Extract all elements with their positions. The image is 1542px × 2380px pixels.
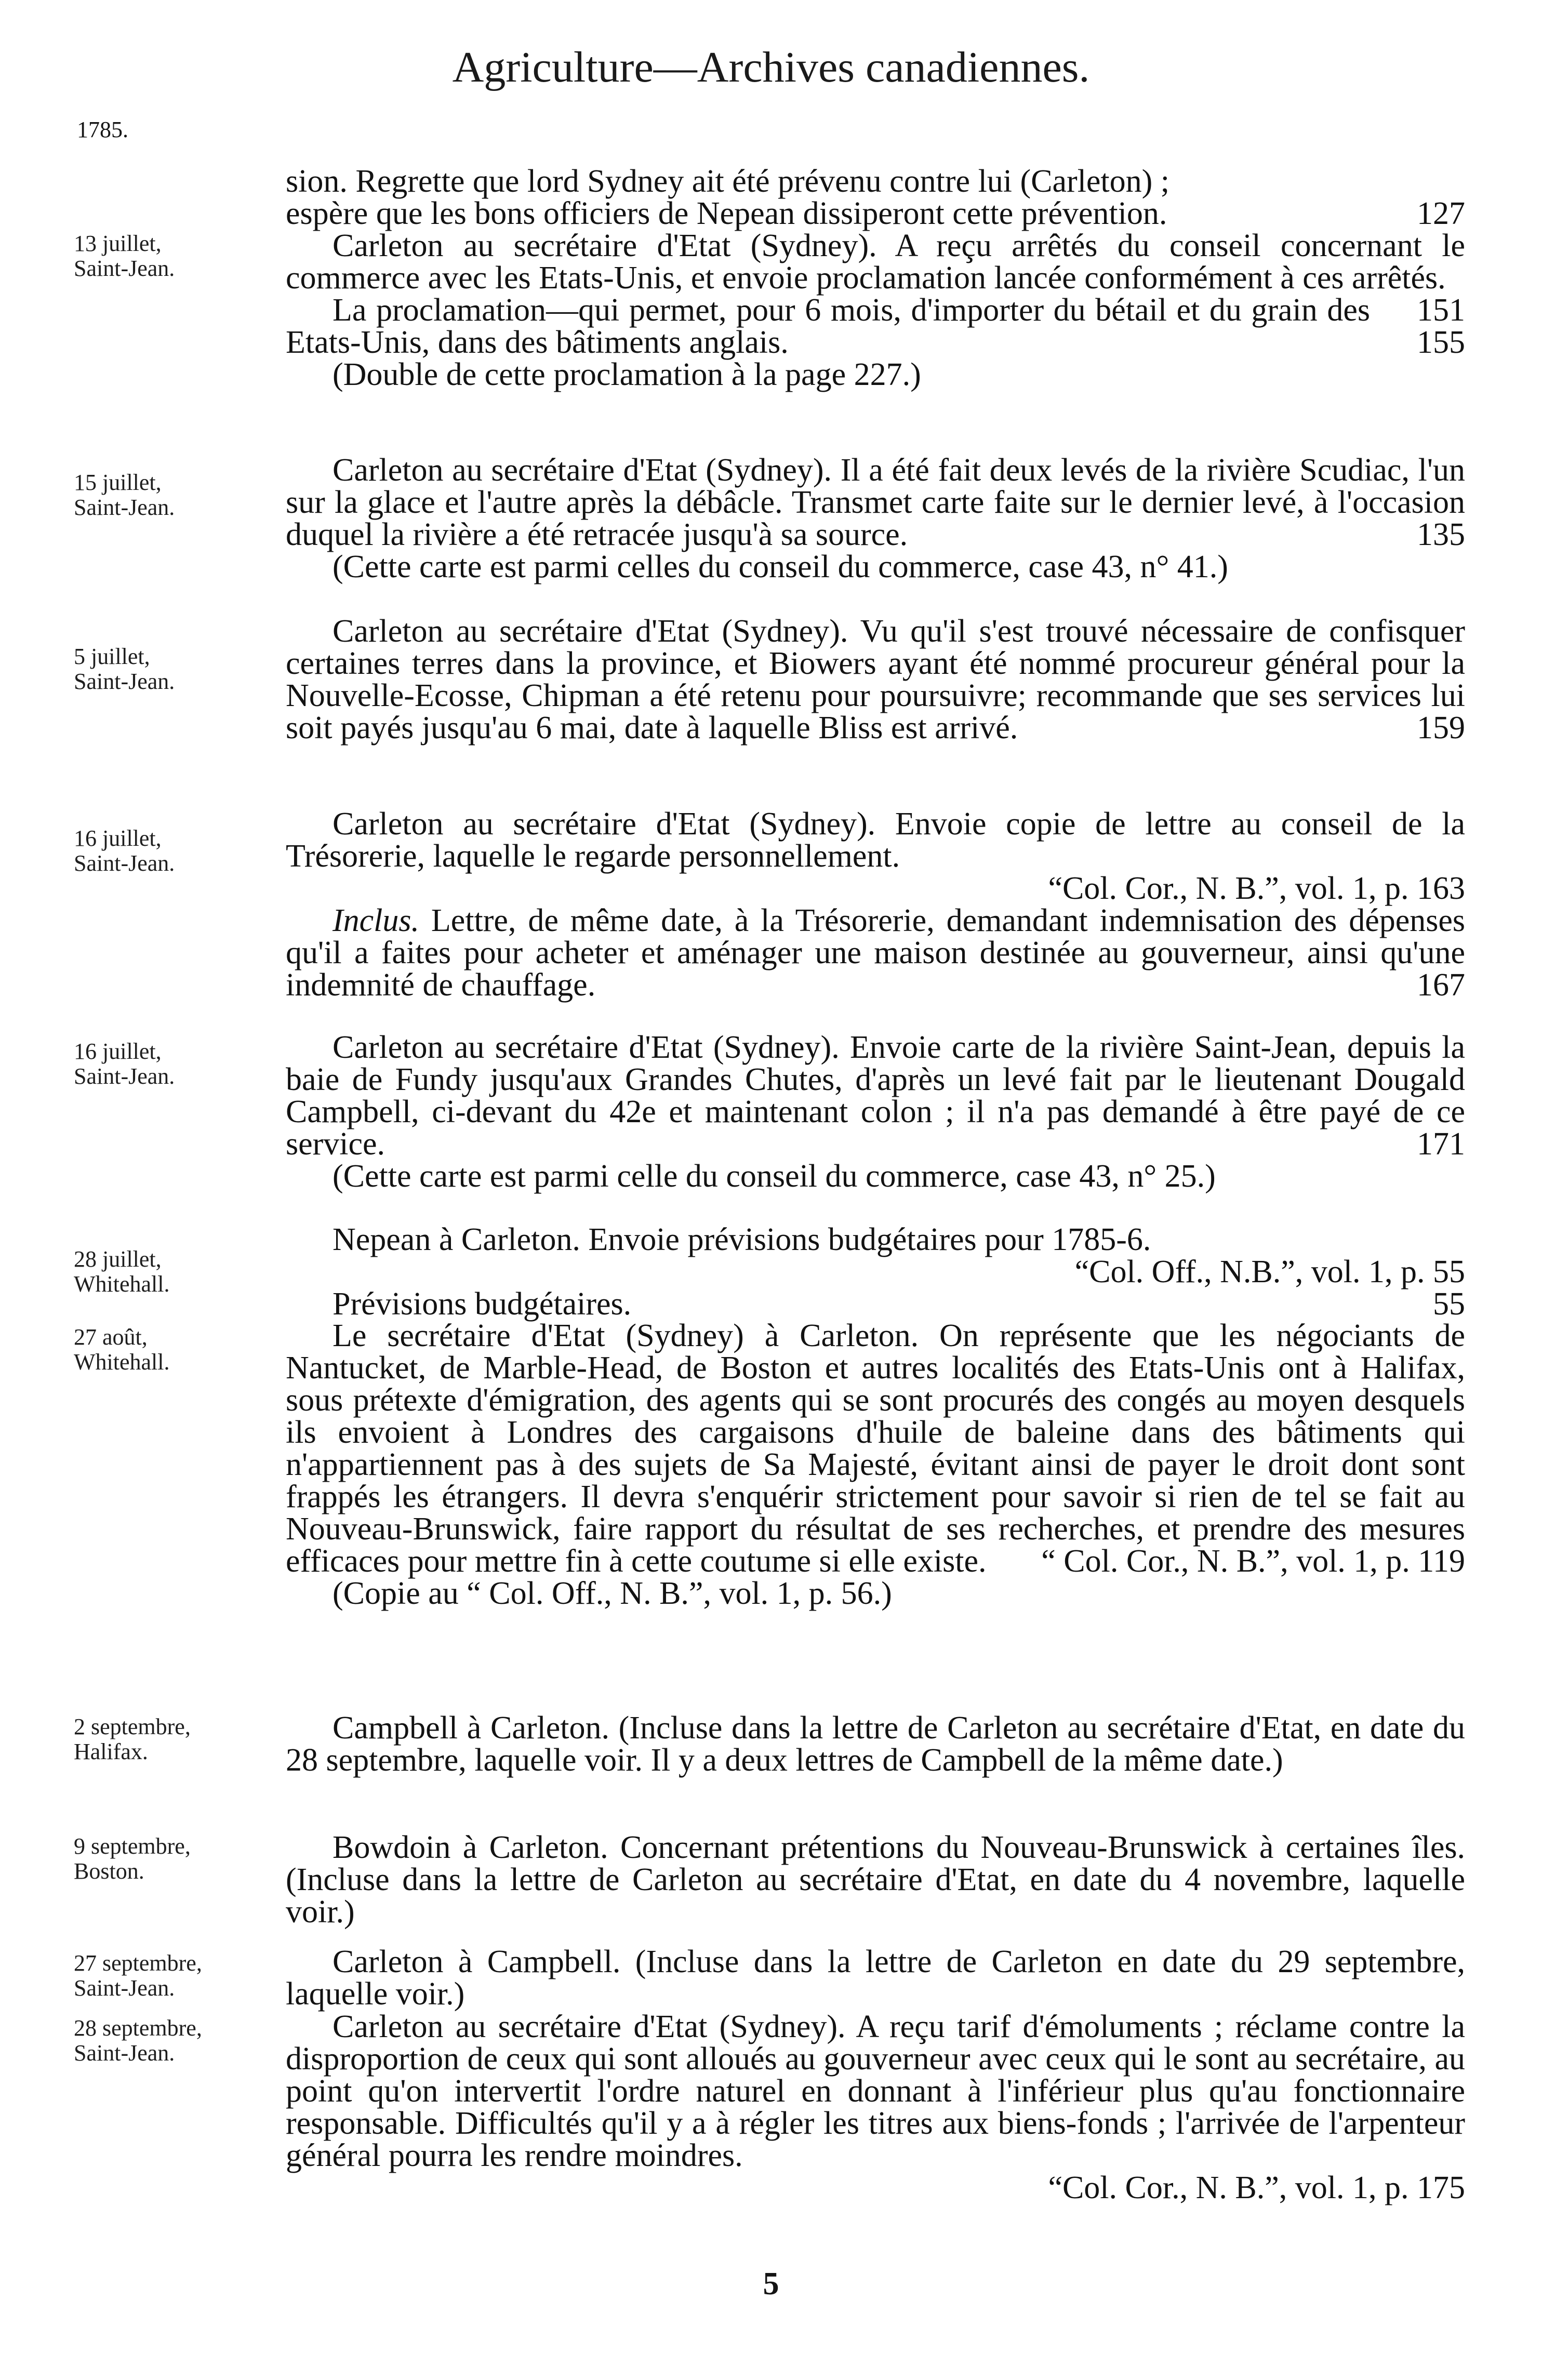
page-year: 1785. xyxy=(77,117,128,142)
page-ref-number: 151 xyxy=(1417,292,1465,328)
entry-text: Campbell à Carleton. (Incluse dans la lettre de Carleton au secrétaire d'Etat, en date du 28 septembre, laquelle voir. Il y a deux lettres de Campbell de la même date.) xyxy=(286,1710,1465,1778)
sidenote xyxy=(74,1834,276,1884)
sidenote-date: 28 septembre, xyxy=(74,2015,202,2041)
entry-text: Le secrétaire d'Etat (Sydney) à Carleton. On représente que les négociants de Nantucket, de Marble-Head, de Boston et autres localités des Etats-Unis ont à Halifax, sous prétexte d'émigration, des agents qui se sont procurés des congés au moyen desquels ils envoient à Londres des cargaisons d'huile de baleine dans des bâtiments qui n'appartiennent pas à des sujets de Sa Majesté, évitant ainsi de payer le droit dont sont frappés les étrangers. Il devra s'enquérir strictement pour savoir si rien de tel se fait au Nouveau-Brunswick, faire rapport du résultat de ses recherches, et prendre des mesures efficaces pour mettre fin à cette coutume si elle existe. xyxy=(286,1318,1465,1579)
page-title: Agriculture—Archives canadiennes. xyxy=(452,43,1090,91)
sidenote-date: 13 juillet, xyxy=(74,231,162,256)
sidenote xyxy=(74,1951,276,2001)
sidenote-place: Whitehall. xyxy=(74,1271,170,1297)
entry-text: Carleton au secrétaire d'Etat (Sydney). Envoie carte de la rivière Saint-Jean, depuis la baie de Fundy jusqu'aux Grandes Chutes, d'après un levé fait par le lieutenant Dougald Campbell, ci-devant du 42e et maintenant colon ; il n'a pas demandé à être payé de ce service. xyxy=(286,1030,1465,1162)
entry xyxy=(286,808,1465,1001)
page-ref-number: 159 xyxy=(1417,710,1465,746)
sidenote-place: Saint-Jean. xyxy=(74,669,175,694)
sidenote xyxy=(74,1325,276,1375)
sidenote-place: Saint-Jean. xyxy=(74,256,175,281)
sidenote-date: 27 septembre, xyxy=(74,1950,202,1976)
sidenote-place: Whitehall. xyxy=(74,1349,170,1375)
sidenote-place: Saint-Jean. xyxy=(74,1975,175,2001)
entry-note: (Double de cette proclamation à la page 227.) xyxy=(333,357,921,392)
entry xyxy=(286,454,1465,583)
entry-text: Carleton au secrétaire d'Etat (Sydney). A reçu tarif d'émoluments ; réclame contre la disproportion de ceux qui sont alloués au gouverneur avec ceux qui le sont au secrétaire, au point qu'on intervertit l'ordre naturel en donnant à l'inférieur plus qu'au fonctionnaire responsable. Difficultés qu'il y a à régler les titres aux biens-fonds ; l'arrivée de l'arpenteur général pourra les rendre moindres. xyxy=(286,2009,1465,2173)
entry xyxy=(286,1712,1465,1776)
entry-text: sion. Regrette que lord Sydney ait été prévenu contre lui (Carleton) ; xyxy=(286,164,1170,199)
sidenote-date: 16 juillet, xyxy=(74,1039,162,1064)
sidenote-place: Boston. xyxy=(74,1858,144,1884)
entry xyxy=(286,165,1465,230)
sidenote-date: 9 septembre, xyxy=(74,1833,191,1859)
entry xyxy=(286,1831,1465,1928)
entry-note: (Copie au “ Col. Off., N. B.”, vol. 1, p. 56.) xyxy=(333,1576,892,1611)
sidenote xyxy=(74,1714,276,1764)
sidenote xyxy=(74,826,276,876)
entry xyxy=(286,2011,1465,2204)
entry xyxy=(286,1946,1465,2010)
sidenote-date: 27 août, xyxy=(74,1324,148,1350)
entry-text: Carleton au secrétaire d'Etat (Sydney). Il a été fait deux levés de la rivière Scudiac, l'un sur la glace et l'autre après la débâcle. Transmet carte faite sur le dernier levé, à l'occasion duquel la rivière a été retracée jusqu'à sa source. xyxy=(286,453,1465,552)
page-ref-number: 127 xyxy=(1417,196,1465,231)
sidenote xyxy=(74,1039,276,1089)
page-ref-number: 155 xyxy=(1417,325,1465,360)
sidenote-place: Saint-Jean. xyxy=(74,1063,175,1089)
entry-note: (Cette carte est parmi celle du conseil du commerce, case 43, n° 25.) xyxy=(333,1159,1216,1194)
sidenote xyxy=(74,2016,276,2066)
entry xyxy=(286,1224,1465,1320)
sidenote-place: Saint-Jean. xyxy=(74,2040,175,2066)
sidenote xyxy=(74,644,276,694)
sidenote-place: Halifax. xyxy=(74,1739,148,1764)
entry-text: La proclamation—qui permet, pour 6 mois, d'importer du bétail et du grain des Etats-Unis, dans des bâtiments anglais. xyxy=(286,292,1370,360)
entry-text: Prévisions budgétaires. xyxy=(333,1286,632,1322)
archive-reference: “ Col. Cor., N. B.”, vol. 1, p. 119 xyxy=(1041,1544,1465,1579)
entry-text: Carleton à Campbell. (Incluse dans la lettre de Carleton en date du 29 septembre, laquelle voir.) xyxy=(286,1944,1465,2012)
archive-reference: “Col. Cor., N. B.”, vol. 1, p. 175 xyxy=(1048,2170,1465,2205)
entry-text: Bowdoin à Carleton. Concernant prétentions du Nouveau-Brunswick à certaines îles. (Incluse dans la lettre de Carleton au secrétaire d'Etat, en date du 4 novembre, laquelle voir.) xyxy=(286,1830,1465,1930)
archive-reference: “Col. Cor., N. B.”, vol. 1, p. 163 xyxy=(1048,871,1465,906)
entry xyxy=(286,615,1465,744)
sidenote-place: Saint-Jean. xyxy=(74,850,175,876)
entry xyxy=(286,230,1465,391)
page-number: 5 xyxy=(763,2266,779,2302)
inclus-label: Inclus. xyxy=(333,903,420,938)
entry xyxy=(286,1031,1465,1192)
sidenote xyxy=(74,470,276,520)
sidenote-date: 15 juillet, xyxy=(74,470,162,495)
entry-note: (Cette carte est parmi celles du conseil du commerce, case 43, n° 41.) xyxy=(333,549,1228,584)
sidenote-date: 2 septembre, xyxy=(74,1714,191,1739)
entry-text: Lettre, de même date, à la Trésorerie, demandant indemnisation des dépenses qu'il a faites pour acheter et aménager une maison destinée au gouverneur, ainsi qu'une indemnité de chauffage. xyxy=(286,903,1466,1003)
sidenote-place: Saint-Jean. xyxy=(74,495,175,520)
sidenote xyxy=(74,1247,276,1297)
entry-text: Carleton au secrétaire d'Etat (Sydney). Vu qu'il s'est trouvé nécessaire de confisquer certaines terres dans la province, et Biowers ayant été nommé procureur général pour la Nouvelle-Ecosse, Chipman a été retenu pour poursuivre; recommande que ses services lui soit payés jusqu'au 6 mai, date à laquelle Bliss est arrivé. xyxy=(286,614,1465,746)
archive-reference: “Col. Off., N.B.”, vol. 1, p. 55 xyxy=(1074,1254,1465,1289)
entry-text: Carleton au secrétaire d'Etat (Sydney). Envoie copie de lettre au conseil de la Trésorerie, laquelle le regarde personnellement. xyxy=(286,806,1465,874)
entry-text: Nepean à Carleton. Envoie prévisions budgétaires pour 1785-6. xyxy=(333,1222,1151,1257)
sidenote-date: 16 juillet, xyxy=(74,826,162,851)
page-ref-number: 167 xyxy=(1417,967,1465,1003)
sidenote xyxy=(74,231,276,281)
page-ref-number: 135 xyxy=(1417,517,1465,552)
page-ref-number: 55 xyxy=(1433,1286,1465,1322)
entry-text: Carleton au secrétaire d'Etat (Sydney). A reçu arrêtés du conseil concernant le commerce avec les Etats-Unis, et envoie proclamation lancée conformément à ces arrêtés. xyxy=(286,228,1465,296)
entry-text: espère que les bons officiers de Nepean dissiperont cette prévention. xyxy=(286,196,1167,231)
sidenote-date: 28 juillet, xyxy=(74,1246,162,1272)
sidenote-date: 5 juillet, xyxy=(74,644,150,669)
entry xyxy=(286,1320,1465,1610)
page-ref-number: 171 xyxy=(1417,1126,1465,1162)
